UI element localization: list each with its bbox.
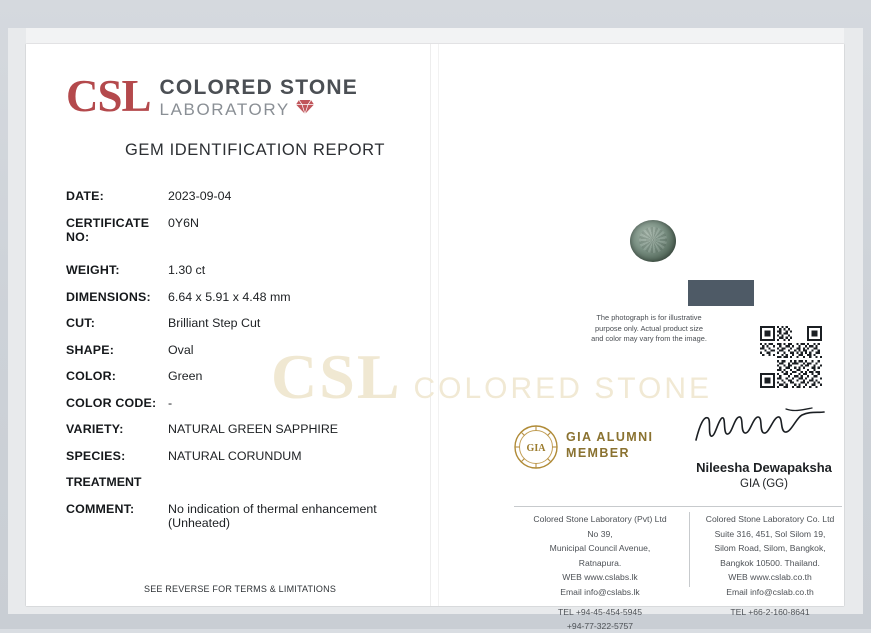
detail-row-date — [66, 189, 426, 203]
address-line: Ratnapura. — [514, 556, 686, 571]
detail-value: Oval — [168, 343, 426, 357]
logo-line-colored-stone: COLORED STONE — [160, 77, 358, 99]
watermark-main: CSL — [271, 341, 402, 412]
terms-footer-note: SEE REVERSE FOR TERMS & LIMITATIONS — [144, 584, 336, 594]
address-line: Bangkok 10500. Thailand. — [692, 556, 848, 571]
watermark-sub: COLORED STONE — [414, 372, 713, 405]
address-line: Colored Stone Laboratory Co. Ltd — [692, 512, 848, 527]
telephone-line: +94-77-322-5757 — [514, 620, 686, 633]
detail-label: CUT: — [66, 316, 168, 330]
telephone-line: TEL +66-2-160-8641 — [692, 606, 848, 620]
qr-code[interactable] — [760, 326, 822, 388]
address-block-sri-lanka — [514, 512, 686, 600]
detail-label: SPECIES: — [66, 449, 168, 463]
photo-label-strip — [688, 280, 754, 306]
detail-row-shape — [66, 343, 426, 357]
detail-value: 6.64 x 5.91 x 4.48 mm — [168, 290, 426, 304]
detail-value: 2023-09-04 — [168, 189, 426, 203]
logo-laboratory-text: LABORATORY — [160, 100, 290, 120]
logo-letters: CSL — [66, 74, 151, 118]
detail-value: Brilliant Step Cut — [168, 316, 426, 330]
detail-row-color-code — [66, 396, 426, 410]
detail-label: WEIGHT: — [66, 263, 168, 277]
page-title: GEM IDENTIFICATION REPORT — [125, 141, 385, 160]
detail-value: NATURAL CORUNDUM — [168, 449, 426, 463]
address-line: Suite 316, 451, Sol Silom 19, — [692, 527, 848, 542]
detail-row-dimensions — [66, 290, 426, 304]
address-web[interactable]: WEB www.cslab.co.th — [692, 570, 848, 585]
paper-top-edge — [26, 28, 844, 44]
alumni-line-1: GIA ALUMNI — [566, 430, 653, 446]
detail-value: NATURAL GREEN SAPPHIRE — [168, 422, 426, 436]
logo-line-laboratory — [160, 99, 358, 120]
detail-value: - — [168, 396, 426, 410]
detail-label: SHAPE: — [66, 343, 168, 357]
footer-divider — [514, 506, 842, 507]
detail-label: DIMENSIONS: — [66, 290, 168, 304]
address-block-thailand — [692, 512, 848, 600]
logo-wordmark — [160, 74, 358, 120]
signer-name: Nileesha Dewapaksha — [674, 460, 854, 475]
csl-logo — [66, 74, 358, 120]
gia-alumni-label — [566, 430, 653, 461]
address-separator — [689, 512, 690, 587]
telephone-line: TEL +94-45-454-5945 — [514, 606, 686, 620]
diamond-icon — [295, 99, 315, 120]
detail-row-weight — [66, 263, 426, 277]
detail-row-species — [66, 449, 426, 463]
telephone-thailand — [692, 606, 848, 620]
fold-crease-left — [430, 44, 431, 606]
comment-value: No indication of thermal enhancement (Unheated) — [168, 502, 426, 530]
detail-group-spacer — [66, 256, 426, 263]
detail-label: COLOR: — [66, 369, 168, 383]
photo-disclaimer: The photograph is for illustrative purpose only. Actual product size and color may vary from the image. — [588, 313, 710, 345]
fold-crease-right — [438, 44, 439, 606]
address-line: No 39, — [514, 527, 686, 542]
address-email[interactable]: Email info@cslab.co.th — [692, 585, 848, 600]
detail-row-certificate-no — [66, 216, 426, 244]
detail-label: VARIETY: — [66, 422, 168, 436]
address-web[interactable]: WEB www.cslabs.lk — [514, 570, 686, 585]
detail-label: COLOR CODE: — [66, 396, 168, 410]
detail-label: DATE: — [66, 189, 168, 203]
svg-text:GIA: GIA — [527, 443, 547, 454]
address-line: Municipal Council Avenue, — [514, 541, 686, 556]
detail-row-variety — [66, 422, 426, 436]
gem-details-table — [66, 189, 426, 543]
detail-row-color — [66, 369, 426, 383]
address-line: Colored Stone Laboratory (Pvt) Ltd — [514, 512, 686, 527]
detail-value: 1.30 ct — [168, 263, 426, 277]
treatment-heading: TREATMENT — [66, 475, 426, 489]
signature-mark — [690, 406, 840, 448]
detail-row-cut — [66, 316, 426, 330]
address-email[interactable]: Email info@cslabs.lk — [514, 585, 686, 600]
detail-label: CERTIFICATE NO: — [66, 216, 168, 244]
address-line: Silom Road, Silom, Bangkok, — [692, 541, 848, 556]
detail-value: Green — [168, 369, 426, 383]
detail-value: 0Y6N — [168, 216, 426, 230]
alumni-line-2: MEMBER — [566, 446, 653, 462]
gemstone-photo — [630, 220, 676, 262]
detail-row-comment — [66, 502, 426, 530]
comment-label: COMMENT: — [66, 502, 168, 516]
certificate-document — [26, 44, 844, 606]
gia-alumni-seal-icon — [514, 425, 558, 469]
signer-title: GIA (GG) — [674, 478, 854, 490]
